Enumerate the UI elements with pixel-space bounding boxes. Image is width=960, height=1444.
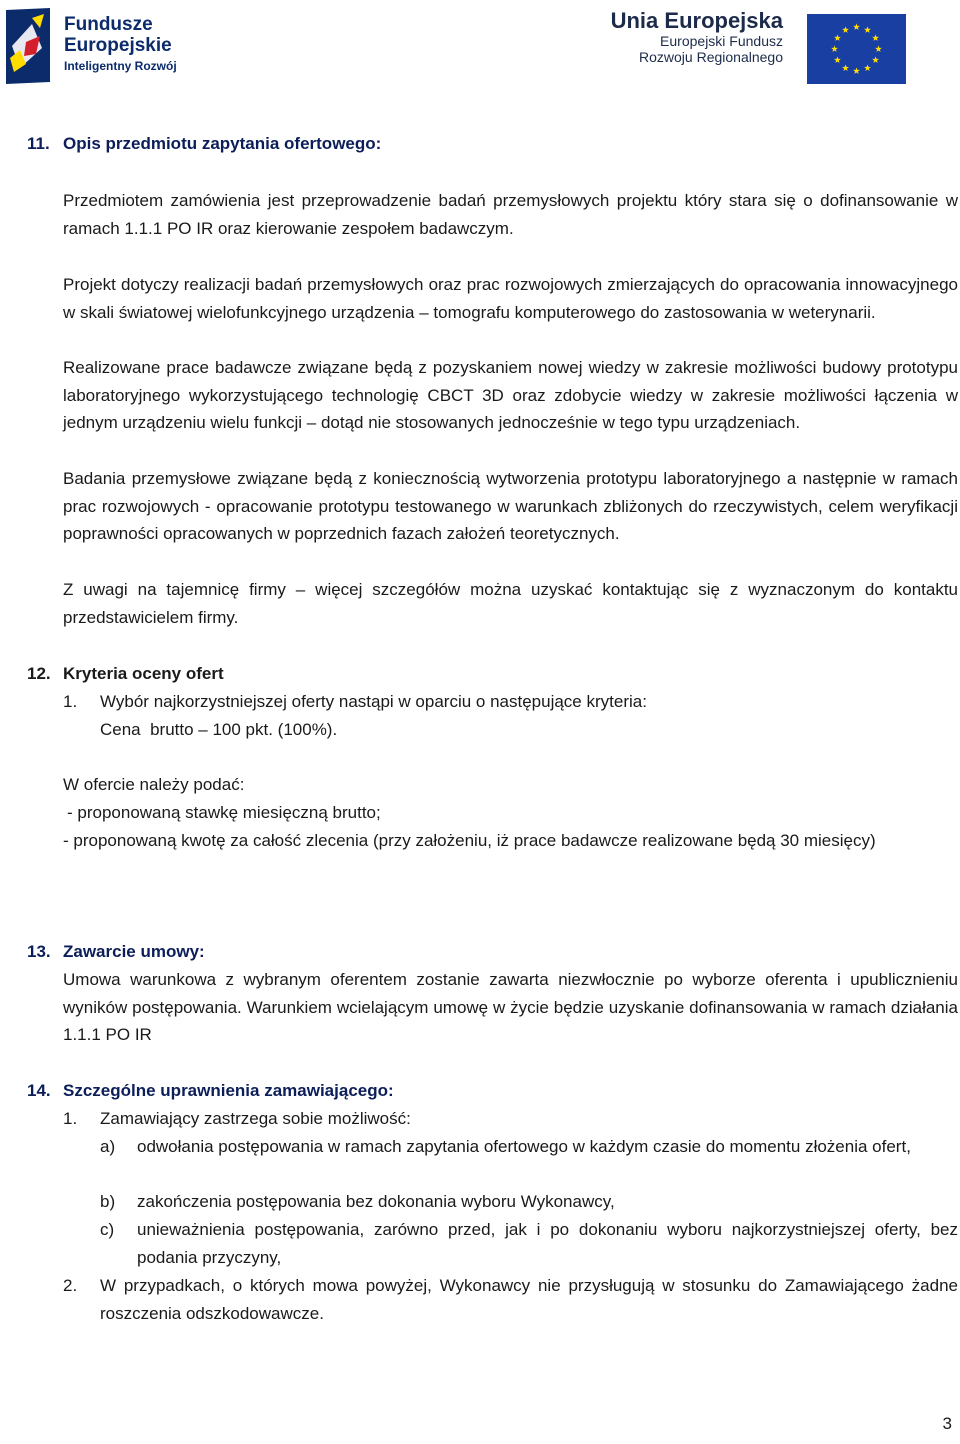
section-title: Opis przedmiotu zapytania ofertowego: — [63, 134, 382, 153]
page-number: 3 — [942, 1414, 952, 1433]
section-13-heading — [27, 938, 205, 966]
section-title: Zawarcie umowy: — [63, 942, 205, 961]
s14-item-2: W przypadkach, o których mowa powyżej, Wykonawcy nie przysługują w stosunku do Zamawiającego żadne roszczenia odszkodowawcze. — [100, 1276, 958, 1323]
fe-logo-icon — [6, 6, 54, 84]
ue-logo-line2: Europejski Fundusz — [660, 33, 783, 50]
s14-item-1 — [63, 1105, 411, 1133]
section-number: 14. — [27, 1081, 51, 1100]
s14-subitem-c: unieważnienia postępowania, zarówno przed, jak i po dokonaniu wyboru najkorzystniejszej oferty, bez podania przyczyny, — [137, 1220, 958, 1267]
section-number: 11. — [27, 134, 50, 153]
s14-subitem-b-label: b) — [100, 1192, 116, 1211]
list-text: Zamawiający zastrzega sobie możliwość: — [100, 1109, 411, 1128]
s14-subitem-c-label: c) — [100, 1220, 115, 1239]
section-11-heading — [27, 130, 381, 158]
fundusze-europejskie-logo — [6, 6, 206, 86]
logo-text-line1: Fundusze — [64, 14, 153, 35]
list-number: 1. — [63, 1109, 78, 1128]
s13-paragraph: Umowa warunkowa z wybranym oferentem zostanie zawarta niezwłocznie po wyborze oferenta i upublicznieniu wyników postępowania. Warunkiem wcielającym umowę w życie będzie uzyskanie dofinansowania w ramach działania 1.1.1 PO IR — [63, 970, 958, 1045]
section-12-heading — [27, 660, 224, 688]
logo-text-line3: Inteligentny Rozwój — [64, 58, 177, 73]
eu-flag-icon — [807, 14, 906, 84]
section-number: 12. — [27, 664, 51, 683]
s11-paragraph-3: Realizowane prace badawcze związane będą z pozyskaniem nowej wiedzy w zakresie możliwości budowy prototypu laboratoryjnego wykorzystującego technologię CBCT 3D oraz zdobycie wiedzy w zakresie możliwości łączenia w jednym urządzeniu wielu funkcji – dotąd nie stosowanych jednocześnie w tego typu urządzeniach. — [63, 358, 958, 433]
s12-item-1-sub: Cena brutto – 100 pkt. (100%). — [100, 720, 338, 739]
s11-paragraph-5: Z uwagi na tajemnicę firmy – więcej szczegółów można uzyskać kontaktując się z wyznaczonym do kontaktu przedstawicielem firmy. — [63, 580, 958, 627]
s11-paragraph-4: Badania przemysłowe związane będą z koniecznością wytworzenia prototypu laboratoryjnego a następnie w ramach prac rozwojowych - opracowanie prototypu testowanego w warunkach zbliżonych do rzeczywistych, celem weryfikacji poprawności opracowanych w poprzednich fazach założeń teoretycznych. — [63, 469, 958, 544]
logo-text-line2: Europejskie — [64, 35, 172, 57]
ue-logo-line3: Rozwoju Regionalnego — [639, 49, 783, 66]
section-14-heading — [27, 1077, 394, 1105]
list-number: 1. — [63, 692, 78, 711]
s12-offer-item-1: - proponowaną stawkę miesięczną brutto; — [67, 803, 381, 822]
s14-subitem-b: zakończenia postępowania bez dokonania wyboru Wykonawcy, — [137, 1192, 615, 1211]
section-number: 13. — [27, 942, 51, 961]
s12-offer-intro: W ofercie należy podać: — [63, 775, 245, 794]
section-title: Kryteria oceny ofert — [63, 664, 224, 683]
s14-subitem-a: odwołania postępowania w ramach zapytania ofertowego w każdym czasie do momentu złożenia ofert, — [137, 1137, 911, 1156]
s11-paragraph-1: Przedmiotem zamówienia jest przeprowadzenie badań przemysłowych projektu który stara się o dofinansowanie w ramach 1.1.1 PO IR oraz kierowanie zespołem badawczym. — [63, 191, 958, 238]
ue-logo-line1: Unia Europejska — [610, 8, 783, 33]
s12-offer-item-2: - proponowaną kwotę za całość zlecenia (przy założeniu, iż prace badawcze realizowane będą 30 miesięcy) — [63, 831, 876, 850]
s14-item-2-label: 2. — [63, 1276, 78, 1295]
s11-paragraph-2: Projekt dotyczy realizacji badań przemysłowych oraz prac rozwojowych zmierzających do opracowania innowacyjnego w skali światowej wielofunkcyjnego urządzenia – tomografu komputerowego do zastosowania w weterynarii. — [63, 275, 958, 322]
unia-europejska-logo — [598, 8, 908, 88]
s14-subitem-a-label: a) — [100, 1137, 116, 1156]
s12-item-1 — [63, 688, 647, 716]
page-header — [0, 0, 960, 95]
list-text: Wybór najkorzystniejszej oferty nastąpi w oparciu o następujące kryteria: — [100, 692, 647, 711]
section-title: Szczególne uprawnienia zamawiającego: — [63, 1081, 394, 1100]
